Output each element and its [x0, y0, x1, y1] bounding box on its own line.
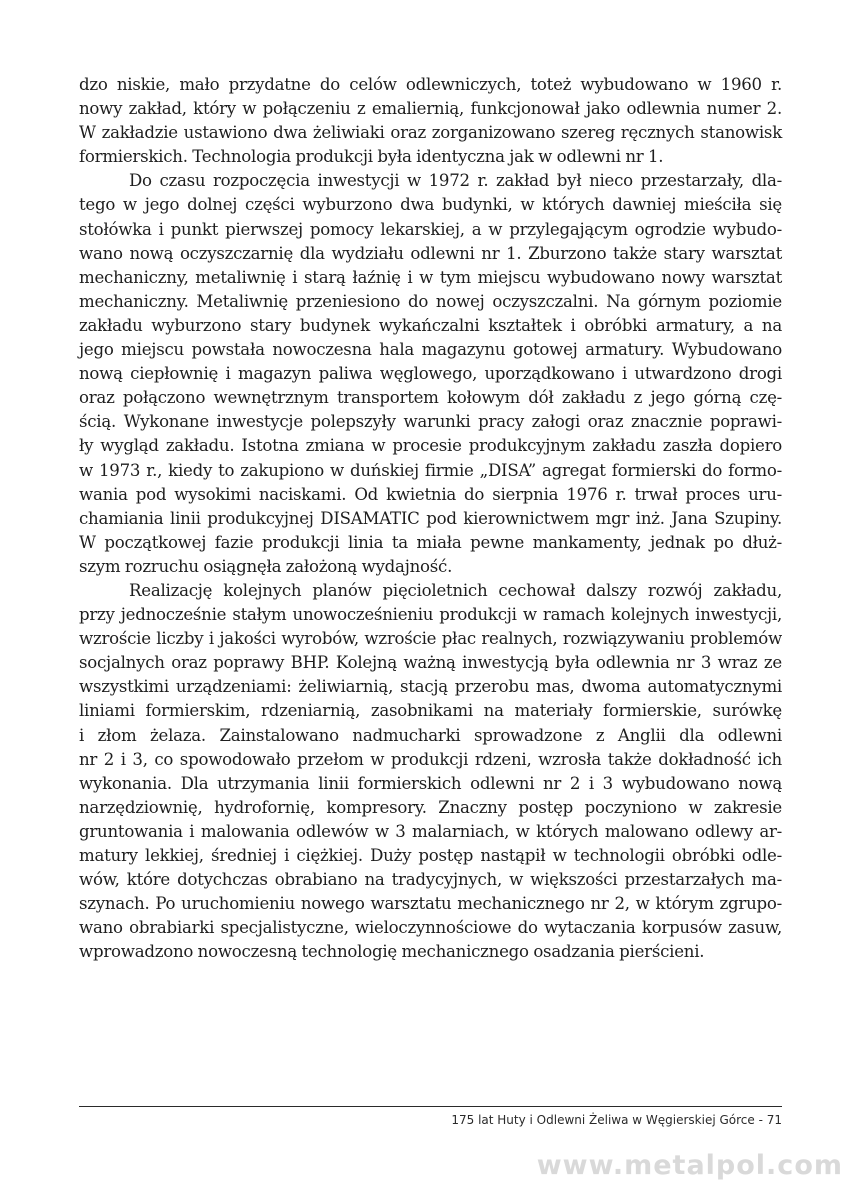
- text-line: narzędziownię, hydrofornię, kompresory. Znaczny postęp poczyniono w zakresie: [79, 797, 782, 817]
- text-line: wszystkimi urządzeniami: żeliwiarnią, stacją przerobu mas, dwoma automatycznymi: [79, 677, 782, 697]
- text-line: nowy zakład, który w połączeniu z emaliernią, funkcjonował jako odlewnia numer 2.: [79, 99, 782, 119]
- watermark: www.metalpol.com: [536, 1150, 843, 1181]
- text-line: W zakładzie ustawiono dwa żeliwiaki oraz zorganizowano szereg ręcznych stanowisk: [79, 123, 782, 143]
- text-line: matury lekkiej, średniej i ciężkiej. Duży postęp nastąpił w technologii obróbki odle-: [79, 846, 782, 865]
- text-line: ścią. Wykonane inwestycje polepszyły warunki pracy załogi oraz znacznie poprawi-: [79, 412, 782, 432]
- text-line: gruntowania i malowania odlewów w 3 malarniach, w których malowano odlewy ar-: [79, 821, 782, 841]
- paragraph-first-line: Realizację kolejnych planów pięcioletnich cechował dalszy rozwój zakładu,: [129, 580, 782, 600]
- text-line: szynach. Po uruchomieniu nowego warsztatu mechanicznego nr 2, w którym zgrupo-: [79, 894, 782, 914]
- body-text: [79, 73, 782, 964]
- text-line: mechaniczny, metaliwnię i starą łaźnię i w tym miejscu wybudowano nowy warsztat: [79, 267, 782, 287]
- text-line: oraz połączono wewnętrznym transportem kołowym dół zakładu z jego górną czę-: [79, 388, 782, 408]
- text-line: socjalnych oraz poprawy BHP. Kolejną ważną inwestycją była odlewnia nr 3 wraz ze: [79, 653, 782, 673]
- text-line: ły wygląd zakładu. Istotna zmiana w procesie produkcyjnym zakładu zaszła dopiero: [79, 436, 782, 456]
- text-line: tego w jego dolnej części wyburzono dwa budynki, w których dawniej mieściła się: [79, 195, 782, 215]
- text-line: przy jednocześnie stałym unowocześnieniu produkcji w ramach kolejnych inwestycji,: [79, 605, 782, 625]
- text-line: dzo niskie, mało przydatne do celów odlewniczych, toteż wybudowano w 1960 r.: [79, 75, 782, 94]
- text-line: nr 2 i 3, co spowodowało przełom w produkcji rdzeni, wzrosła także dokładność ich: [79, 749, 782, 769]
- text-line: W początkowej fazie produkcji linia ta miała pewne mankamenty, jednak po dłuż-: [79, 532, 782, 552]
- text-line: mechaniczny. Metaliwnię przeniesiono do nowej oczyszczalni. Na górnym poziomie: [79, 291, 782, 311]
- text-line: jego miejscu powstała nowoczesna hala magazynu gotowej armatury. Wybudowano: [79, 340, 782, 360]
- text-line: wano obrabiarki specjalistyczne, wieloczynnościowe do wytaczania korpusów zasuw,: [79, 918, 782, 938]
- text-line: i złom żelaza. Zainstalowano nadmucharki sprowadzone z Anglii dla odlewni: [79, 725, 782, 745]
- text-line: formierskich. Technologia produkcji była identyczna jak w odlewni nr 1.: [79, 147, 664, 167]
- text-line: wów, które dotychczas obrabiano na tradycyjnych, w większości przestarzałych ma-: [79, 870, 782, 890]
- text-line: wano nową oczyszczarnię dla wydziału odlewni nr 1. Zburzono także stary warsztat: [79, 243, 782, 263]
- page-footer: 175 lat Huty i Odlewni Żeliwa w Węgierskiej Górce - 71: [451, 1113, 782, 1127]
- text-line: chamiania linii produkcyjnej DISAMATIC pod kierownictwem mgr inż. Jana Szupiny.: [79, 508, 782, 528]
- text-line: wzroście liczby i jakości wyrobów, wzroście płac realnych, rozwiązywaniu problemów: [79, 629, 782, 649]
- text-line: wykonania. Dla utrzymania linii formierskich odlewni nr 2 i 3 wybudowano nową: [79, 773, 782, 793]
- text-line: stołówka i punkt pierwszej pomocy lekarskiej, a w przylegającym ogrodzie wybudo-: [79, 219, 782, 239]
- text-line: wania pod wysokimi naciskami. Od kwietnia do sierpnia 1976 r. trwał proces uru-: [79, 484, 782, 504]
- text-line: zakładu wyburzono stary budynek wykańczalni kształtek i obróbki armatury, a na: [79, 315, 782, 335]
- text-line: szym rozruchu osiągnęła założoną wydajność.: [79, 556, 453, 576]
- text-line: nową ciepłownię i magazyn paliwa węglowego, uporządkowano i utwardzono drogi: [79, 364, 782, 384]
- text-line: liniami formierskim, rdzeniarnią, zasobnikami na materiały formierskie, surówkę: [79, 701, 782, 721]
- text-line: wprowadzono nowoczesną technologię mechanicznego osadzania pierścieni.: [79, 942, 705, 962]
- text-line: w 1973 r., kiedy to zakupiono w duńskiej firmie „DISA” agregat formierski do formo-: [79, 460, 782, 480]
- paragraph-first-line: Do czasu rozpoczęcia inwestycji w 1972 r. zakład był nieco przestarzały, dla-: [129, 171, 782, 191]
- footer-divider: [79, 1106, 782, 1107]
